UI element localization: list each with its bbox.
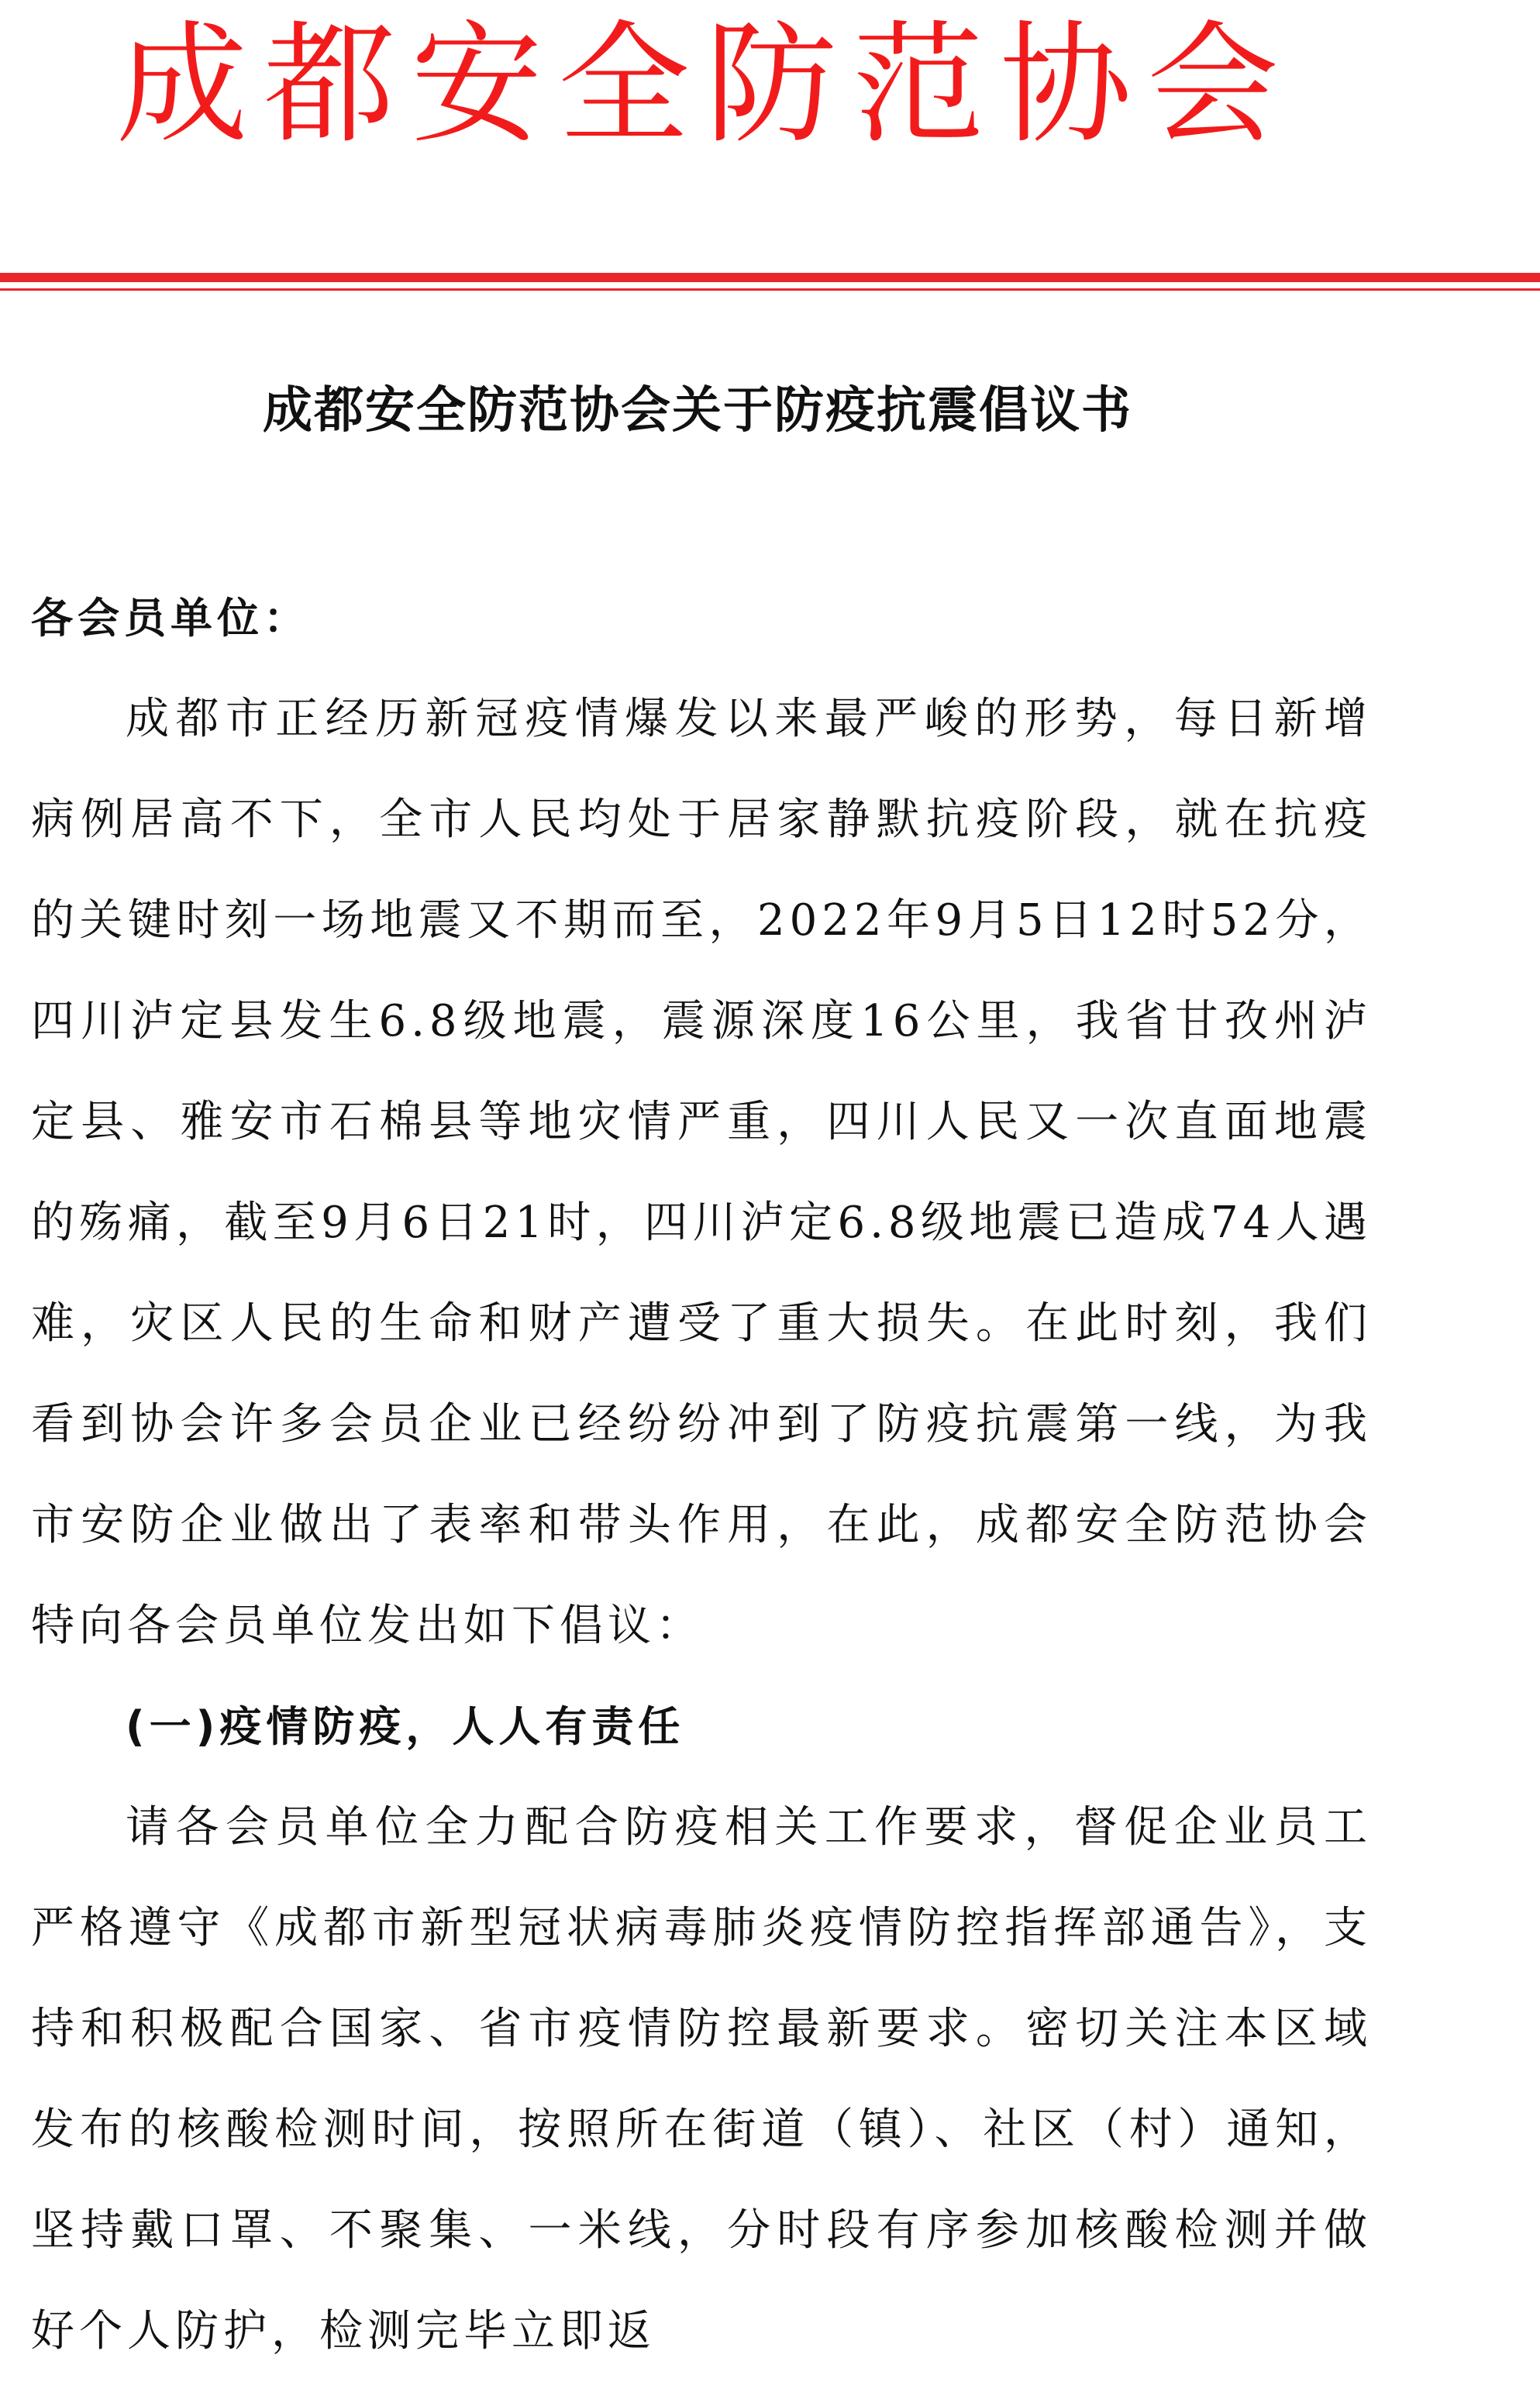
salutation: 各会员单位：: [31, 594, 310, 643]
document-body: [31, 568, 1372, 2382]
org-masthead: 成都安全防范协会: [116, 9, 1295, 162]
header-rule-thick: [0, 273, 1540, 282]
section-1-heading: (一)疫情防疫，人人有责任: [126, 1702, 685, 1751]
document-title: 成都安全防范协会关于防疫抗震倡议书: [263, 382, 1132, 440]
header-rule-thin: [0, 288, 1540, 291]
intro-paragraph: 成都市正经历新冠疫情爆发以来最严峻的形势，每日新增病例居高不下，全市人民均处于居家静默抗疫阶段，就在抗疫的关键时刻一场地震又不期而至，2022年9月5日12时52分，四川泸定县发生6.8级地震，震源深度16公里，我省甘孜州泸定县、雅安市石棉县等地灾情严重，四川人民又一次直面地震的殇痛，截至9月6日21时，四川泸定6.8级地震已造成74人遇难，灾区人民的生命和财产遭受了重大损失。在此时刻，我们看到协会许多会员企业已经纷纷冲到了防疫抗震第一线，为我市安防企业做出了表率和带头作用，在此，成都安全防范协会特向各会员单位发出如下倡议：: [31, 694, 1372, 1651]
section-1-paragraph: 请各会员单位全力配合防疫相关工作要求，督促企业员工严格遵守《成都市新型冠状病毒肺炎疫情防控指挥部通告》，支持和积极配合国家、省市疫情防控最新要求。密切关注本区域发布的核酸检测时间，按照所在街道（镇）、社区（村）通知，坚持戴口罩、不聚集、一米线，分时段有序参加核酸检测并做好个人防护，检测完毕立即返: [31, 1802, 1372, 2356]
